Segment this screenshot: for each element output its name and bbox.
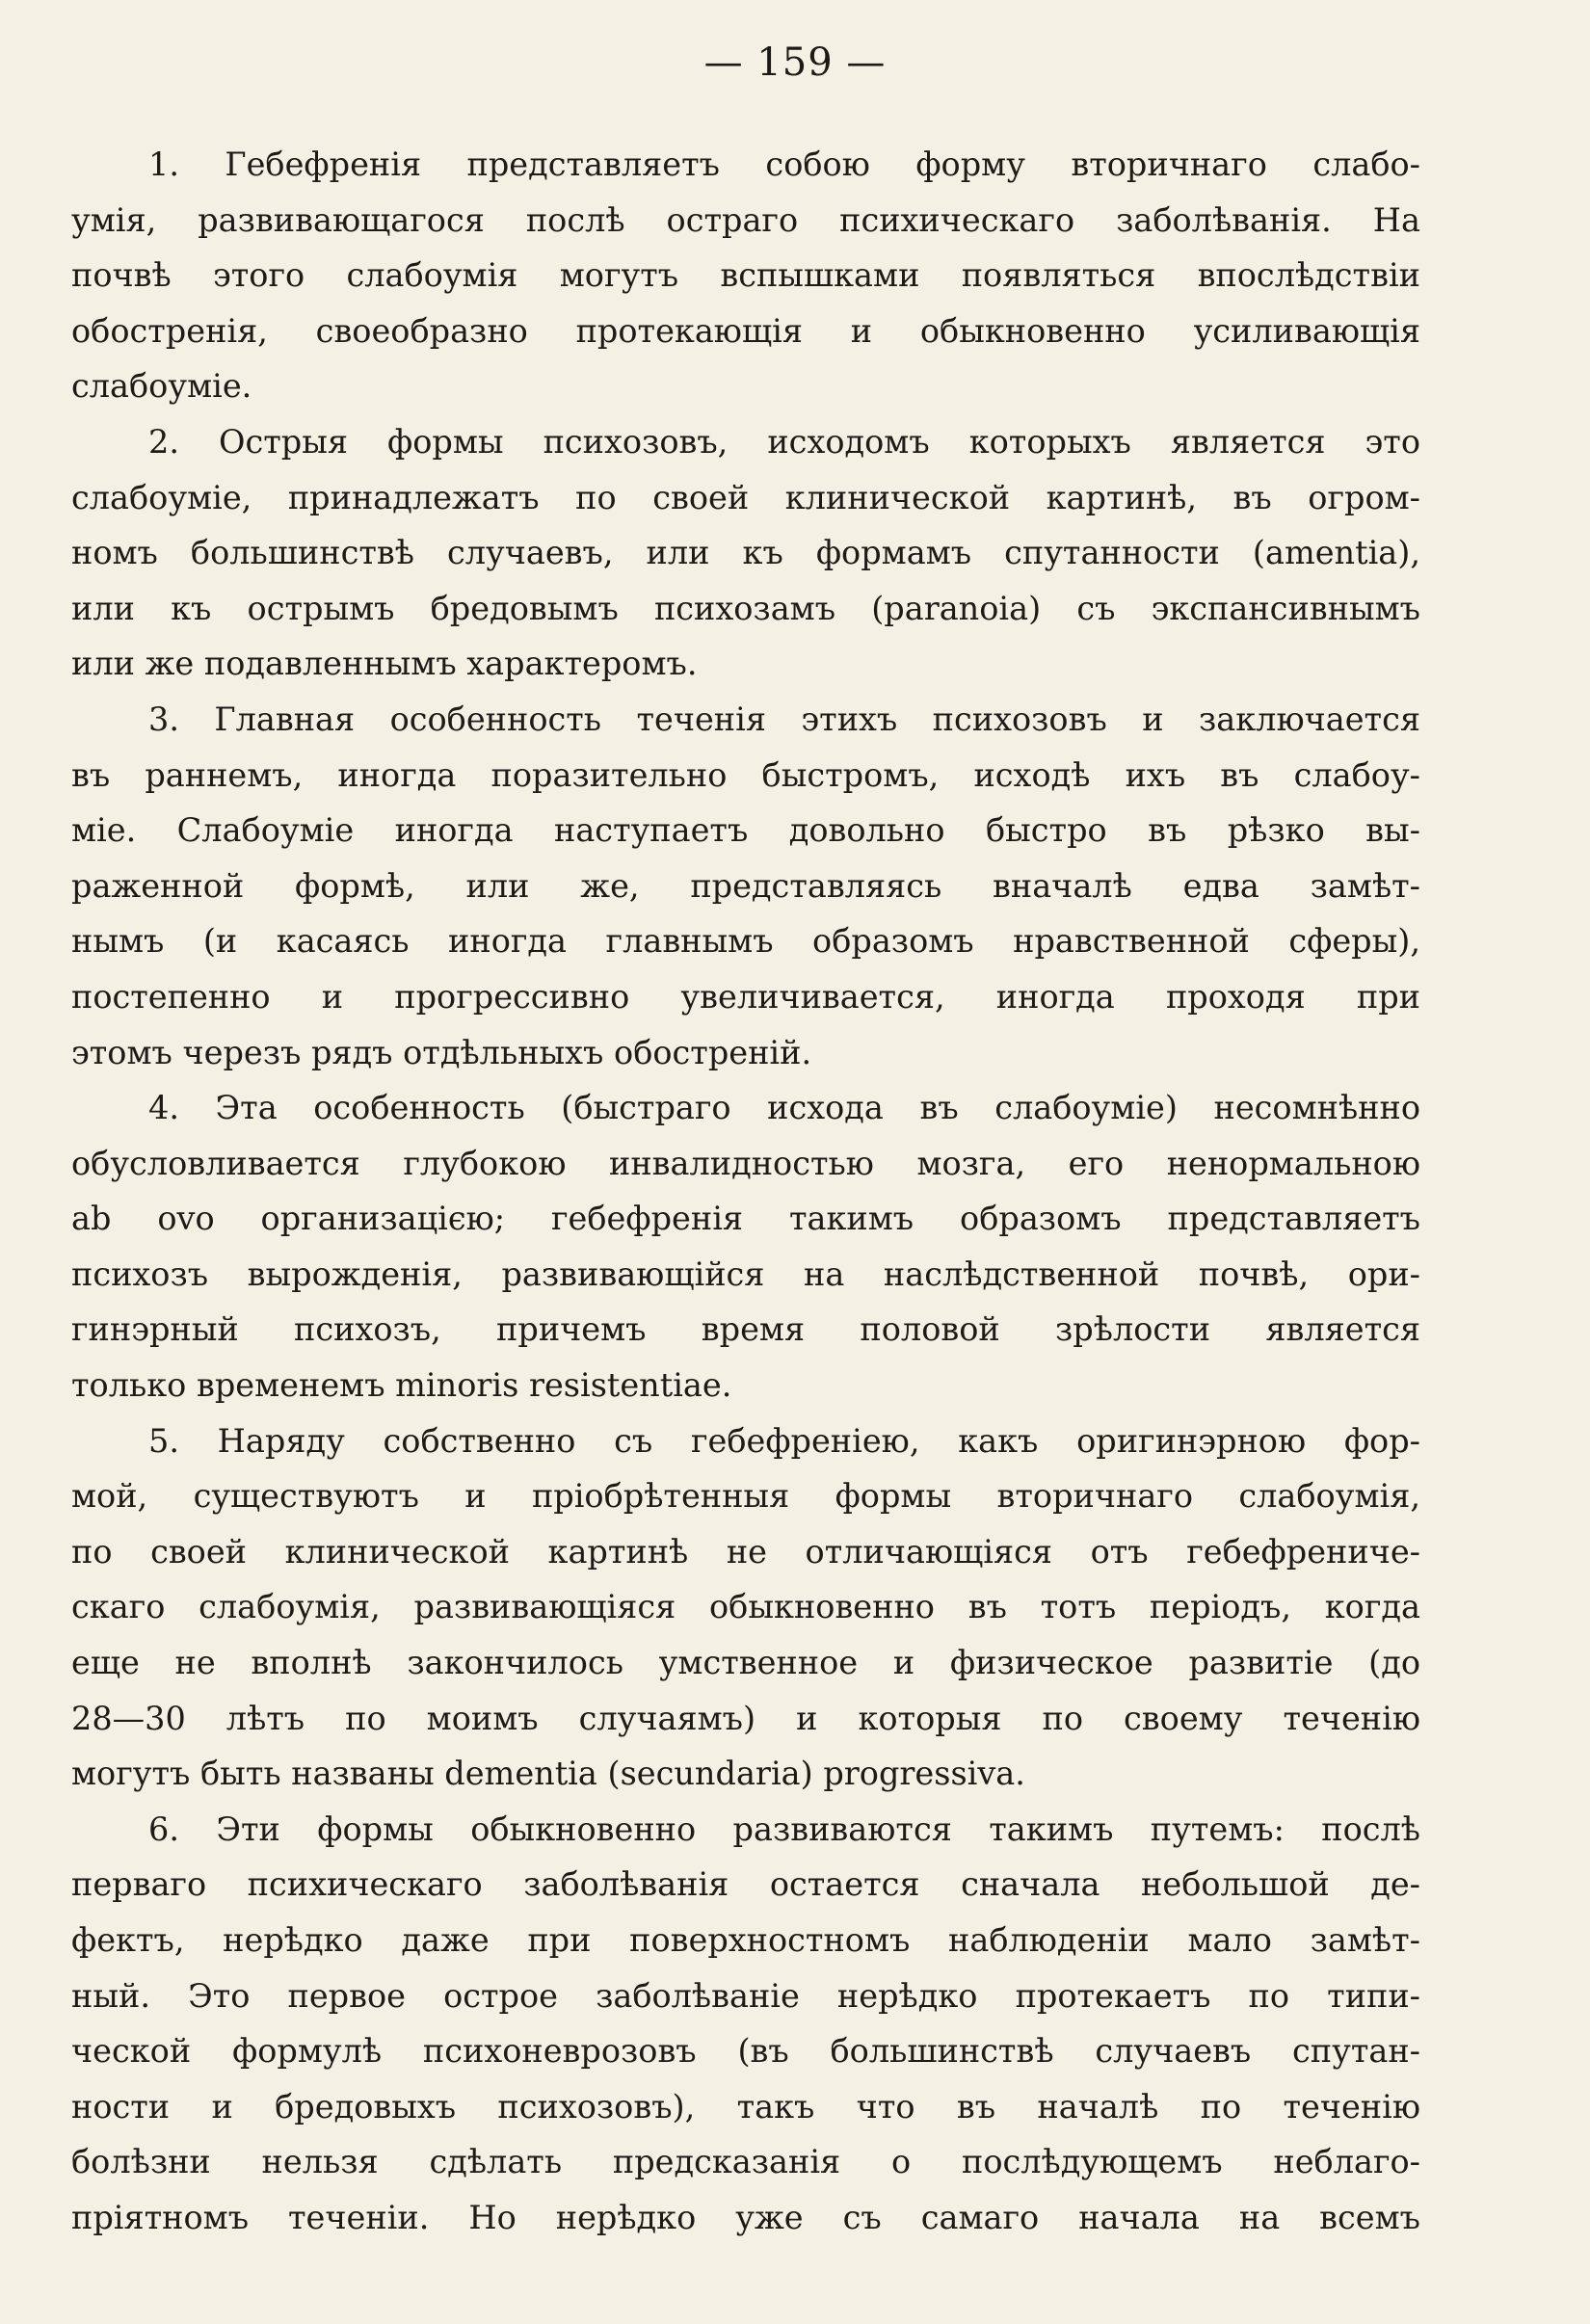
paragraph-5 [71, 1413, 1420, 1802]
text-line: перваго психическаго заболѣванія остается сначала небольшой де- [71, 1865, 1420, 1904]
text-line: 6. Эти формы обыкновенно развиваются такимъ путемъ: послѣ [148, 1809, 1420, 1848]
text-line: раженной формѣ, или же, представляясь вначалѣ едва замѣт- [71, 866, 1420, 905]
text-line: могутъ быть названы dementia (secundaria) progressiva. [71, 1755, 1025, 1793]
paragraph-1 [71, 137, 1420, 414]
text-line: 3. Главная особенность теченія этихъ психозовъ и заключается [148, 700, 1420, 738]
text-line: гинэрный психозъ, причемъ время половой зрѣлости является [71, 1310, 1420, 1349]
paragraph-4 [71, 1080, 1420, 1413]
text-line: ческой формулѣ психоневрозовъ (въ большинствѣ случаевъ спутан- [71, 2032, 1420, 2071]
text-line: или же подавленнымъ характеромъ. [71, 645, 698, 683]
text-line: пріятномъ теченіи. Но нерѣдко уже съ самаго начала на всемъ [71, 2198, 1420, 2236]
text-line: или къ острымъ бредовымъ психозамъ (paranoia) съ экспансивнымъ [71, 589, 1420, 627]
text-line: 28—30 лѣтъ по моимъ случаямъ) и которыя по своему теченію [71, 1699, 1420, 1737]
body-text [71, 137, 1420, 2246]
text-line: еще не вполнѣ закончилось умственное и физическое развитіе (до [71, 1644, 1420, 1682]
text-line: ab ovo организацією; гебефренія такимъ образомъ представляетъ [71, 1200, 1420, 1238]
text-line: слабоуміе, принадлежатъ по своей клинической картинѣ, въ огром- [71, 478, 1420, 516]
text-line: 4. Эта особенность (быстраго исхода въ слабоуміе) несомнѣнно [148, 1089, 1420, 1127]
text-line: 2. Острыя формы психозовъ, исходомъ которыхъ является это [148, 422, 1420, 461]
text-line: психозъ вырожденія, развивающійся на наслѣдственной почвѣ, ори- [71, 1254, 1420, 1293]
paragraph-6 [71, 1802, 1420, 2246]
text-line: только временемъ minoris resistentiae. [71, 1366, 732, 1405]
text-line: обусловливается глубокою инвалидностью мозга, его ненормальною [71, 1144, 1420, 1182]
text-line: фектъ, нерѣдко даже при поверхностномъ наблюденіи мало замѣт- [71, 1921, 1420, 1959]
text-line: этомъ черезъ рядъ отдѣльныхъ обостреній. [71, 1033, 812, 1071]
paragraph-2 [71, 414, 1420, 692]
text-line: 5. Наряду собственно съ гебефреніею, какъ оригинэрною фор- [148, 1421, 1420, 1460]
text-line: 1. Гебефренія представляетъ собою форму вторичнаго слабо- [148, 145, 1420, 183]
page-number: — 159 — [703, 40, 887, 85]
paragraph-3 [71, 692, 1420, 1080]
text-line: въ раннемъ, иногда поразительно быстромъ, исходѣ ихъ въ слабоу- [71, 755, 1420, 794]
text-line: міе. Слабоуміе иногда наступаетъ довольно быстро въ рѣзко вы- [71, 811, 1420, 850]
text-line: скаго слабоумія, развивающіяся обыкновенно въ тотъ періодъ, когда [71, 1588, 1420, 1626]
text-line: номъ большинствѣ случаевъ, или къ формамъ спутанности (amentia), [71, 534, 1420, 572]
text-line: ный. Это первое острое заболѣваніе нерѣдко протекаетъ по типи- [71, 1976, 1420, 2015]
text-line: умія, развивающагося послѣ остраго психическаго заболѣванія. На [71, 200, 1420, 239]
text-line: нымъ (и касаясь иногда главнымъ образомъ нравственной сферы), [71, 922, 1420, 961]
text-line: почвѣ этого слабоумія могутъ вспышками появляться впослѣдствіи [71, 256, 1420, 295]
text-line: болѣзни нельзя сдѣлать предсказанія о послѣдующемъ неблаго- [71, 2143, 1420, 2181]
text-line: слабоуміе. [71, 367, 252, 406]
text-line: обостренія, своеобразно протекающія и обыкновенно усиливающія [71, 311, 1420, 350]
text-line: мой, существуютъ и пріобрѣтенныя формы вторичнаго слабоумія, [71, 1477, 1420, 1516]
text-line: ности и бредовыхъ психозовъ), такъ что въ началѣ по теченію [71, 2087, 1420, 2126]
text-line: по своей клинической картинѣ не отличающіяся отъ гебефрениче- [71, 1532, 1420, 1571]
text-line: постепенно и прогрессивно увеличивается, иногда проходя при [71, 977, 1420, 1016]
